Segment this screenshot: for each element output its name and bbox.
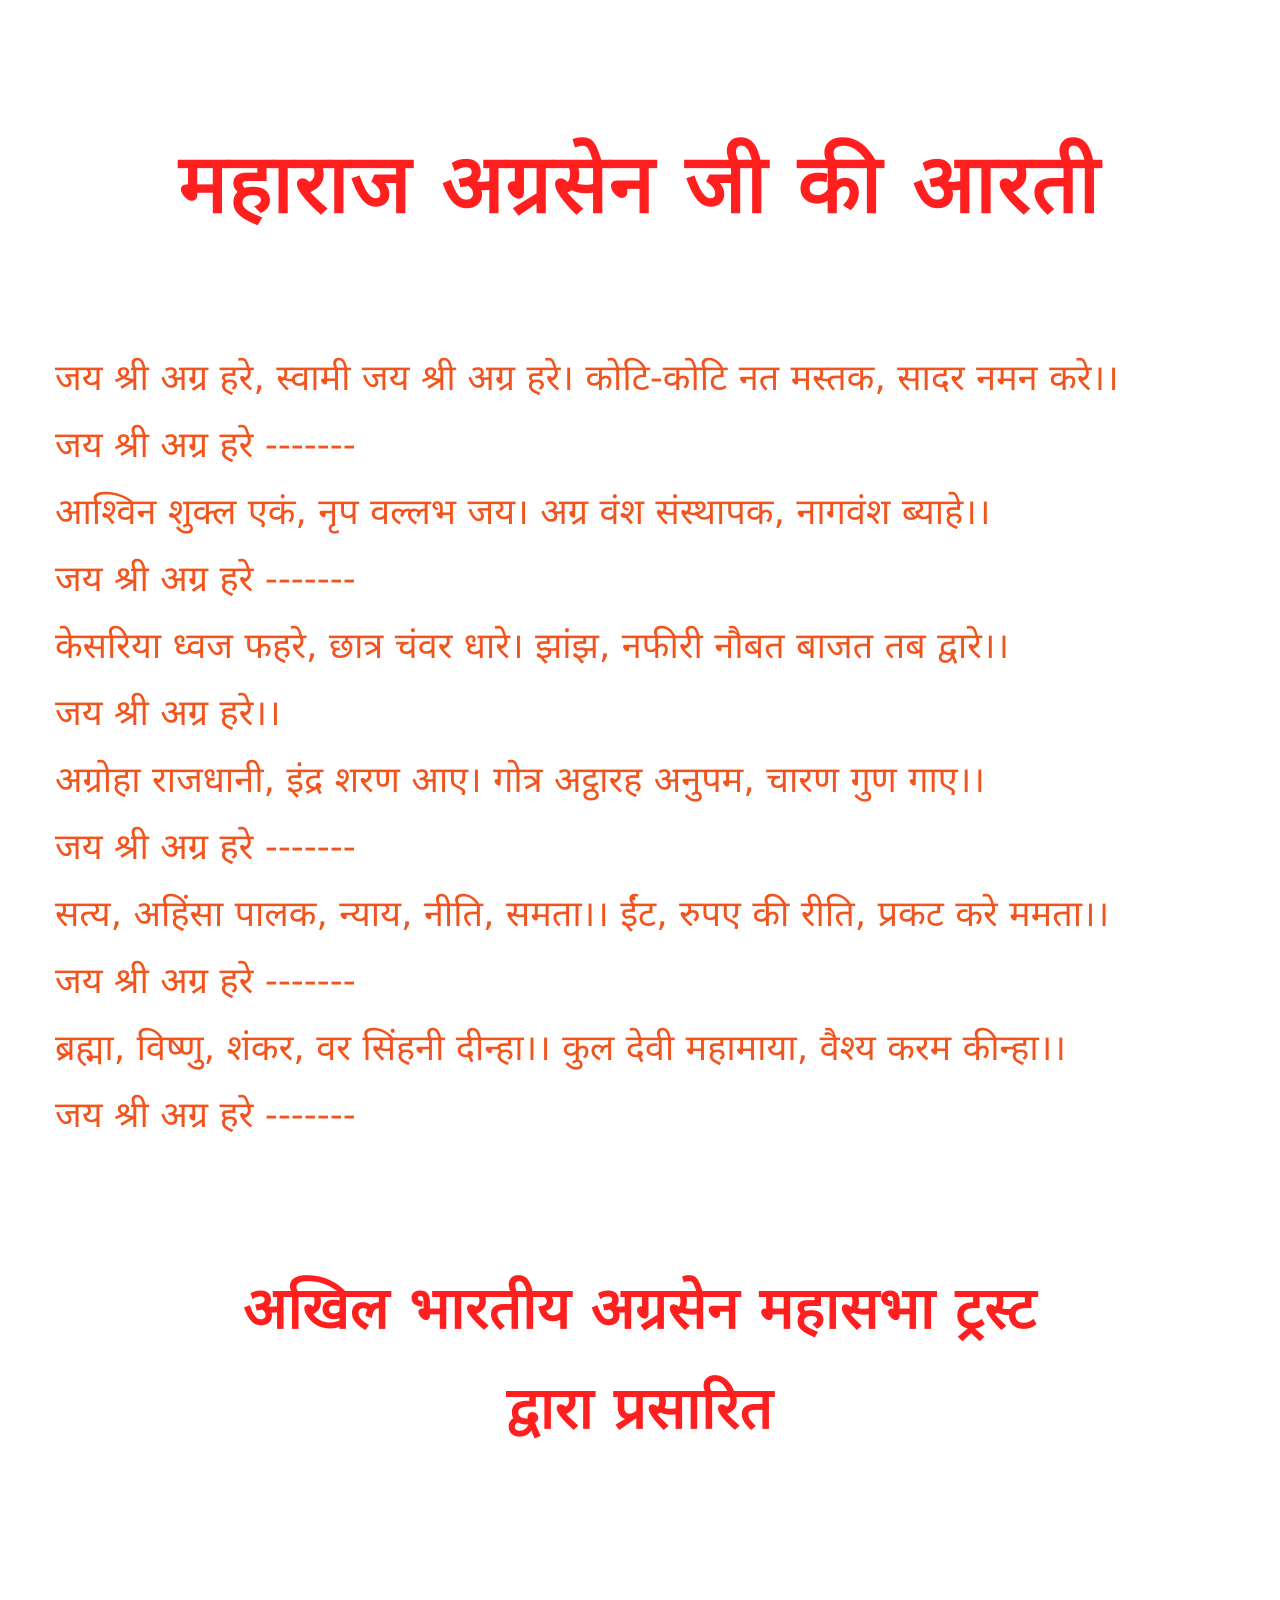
verse-line: सत्य, अहिंसा पालक, न्याय, नीति, समता।। ईंट, रुपए की रीति, प्रकट करे ममता।। [55,894,1110,935]
refrain-line: जय श्री अग्र हरे ------- [55,827,356,868]
publisher-name: अखिल भारतीय अग्रसेन महासभा ट्रस्ट [243,1274,1037,1342]
publisher-credit [0,1258,1280,1458]
verse-line: आश्विन शुक्ल एकं, नृप वल्लभ जय। अग्र वंश संस्थापक, नागवंश ब्याहे।। [55,492,991,533]
verse-line: केसरिया ध्वज फहरे, छात्र चंवर धारे। झांझ, नफीरी नौबत बाजत तब द्वारे।। [55,626,1010,667]
refrain-line: जय श्री अग्र हरे।। [55,693,281,734]
refrain-line: जय श्री अग्र हरे ------- [55,961,356,1002]
verse-line: जय श्री अग्र हरे, स्वामी जय श्री अग्र हरे। कोटि-कोटि नत मस्तक, सादर नमन करे।। [55,358,1119,399]
published-by-label: द्वारा प्रसारित [506,1374,774,1442]
refrain-line: जय श्री अग्र हरे ------- [55,559,356,600]
aarti-verses [55,345,1255,1149]
refrain-line: जय श्री अग्र हरे ------- [55,1095,356,1136]
verse-line: अग्रोहा राजधानी, इंद्र शरण आए। गोत्र अट्ठारह अनुपम, चारण गुण गाए।। [55,760,986,801]
page-title: महाराज अग्रसेन जी की आरती [178,137,1102,232]
refrain-line: जय श्री अग्र हरे ------- [55,425,356,466]
verse-line: ब्रह्मा, विष्णु, शंकर, वर सिंहनी दीन्हा।। कुल देवी महामाया, वैश्य करम कीन्हा।। [55,1028,1067,1069]
